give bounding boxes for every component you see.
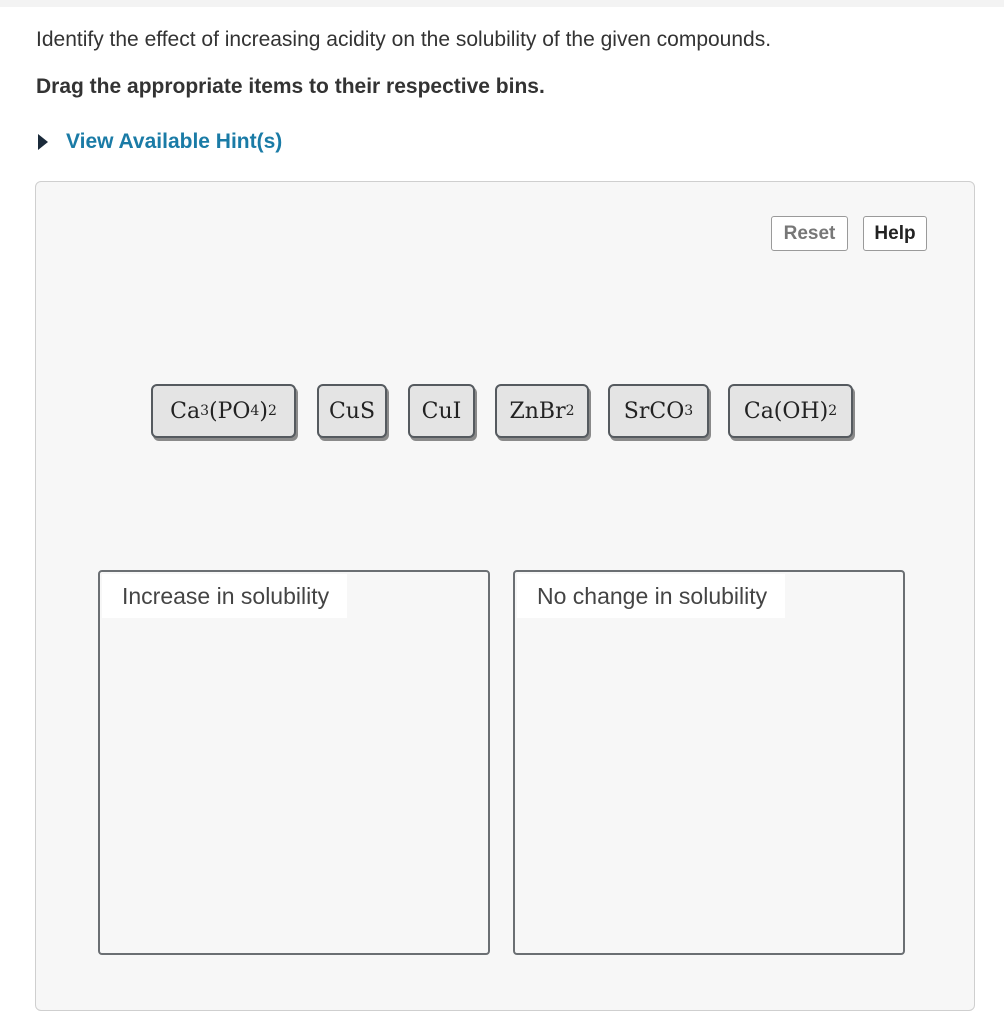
view-hints-link[interactable] (36, 130, 282, 154)
bin-label: No change in solubility (517, 574, 785, 618)
view-hints-label: View Available Hint(s) (66, 130, 283, 153)
item-ca3-po4-2[interactable]: Ca 3 (PO 4 ) 2 (151, 384, 296, 438)
top-strip (0, 0, 1004, 7)
caret-right-icon (38, 134, 48, 150)
item-cui[interactable]: CuI (408, 384, 475, 438)
item-cus[interactable]: CuS (317, 384, 387, 438)
question-text: Identify the effect of increasing acidity on the solubility of the given compounds. (36, 28, 772, 51)
bin-no-change-solubility[interactable] (513, 570, 905, 955)
help-button[interactable]: Help (863, 216, 927, 251)
reset-button[interactable]: Reset (771, 216, 848, 251)
bin-increase-solubility[interactable] (98, 570, 490, 955)
item-srco3[interactable]: SrCO 3 (608, 384, 709, 438)
item-znbr2[interactable]: ZnBr 2 (495, 384, 589, 438)
item-ca-oh-2[interactable]: Ca(OH) 2 (728, 384, 853, 438)
bin-label: Increase in solubility (102, 574, 347, 618)
drag-instruction: Drag the appropriate items to their respective bins. (36, 75, 545, 98)
